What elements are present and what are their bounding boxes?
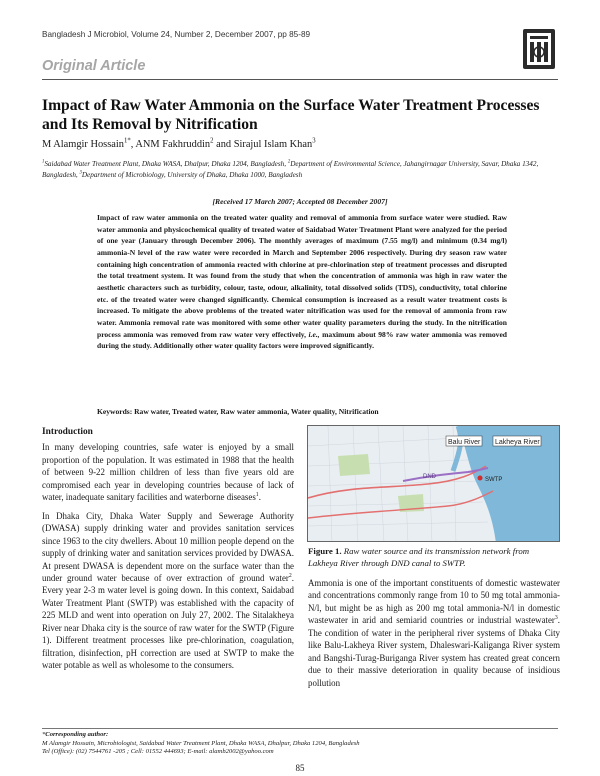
keywords-list: Raw water, Treated water, Raw water ammonia, Water quality, Nitrification — [134, 407, 379, 416]
author-separator: and — [213, 139, 234, 150]
map-illustration — [308, 426, 560, 542]
left-column — [42, 426, 294, 678]
reference-mark[interactable]: 2 — [288, 573, 292, 580]
author-name: ANM Fakhruddin — [135, 139, 211, 150]
author-affiliation-mark: 3 — [312, 137, 316, 145]
affiliation-text: Department of Environmental Science, Jahangirnagar University, Savar, Dhaka 1342, Bangladesh, — [42, 160, 539, 179]
footnote-label: Corresponding author: — [45, 731, 109, 738]
author-name: Sirajul Islam Khan — [233, 139, 313, 150]
page-number: 85 — [295, 763, 305, 773]
affiliation-list — [42, 159, 558, 180]
intro-paragraph-2 — [42, 510, 294, 672]
corresponding-author-footnote — [42, 731, 558, 757]
affiliation-mark: 3 — [79, 170, 82, 176]
reference-mark[interactable]: 3 — [554, 615, 558, 622]
section-heading-introduction: Introduction — [42, 427, 93, 437]
right-paragraph-1-end: . The condition of water in the peripheral river systems of Dhaka City like Balu-Lakheya River system, Dhaleswari-Kaliganga River system and Bangshi-Turag-Buriganga River system has created great concern due to their massive deterioration in quality because of insidious pollution — [308, 615, 560, 688]
paper-title: Impact of Raw Water Ammonia on the Surface Water Treatment Processes and Its Removal by Nitrification — [42, 97, 540, 133]
intro-paragraph-2-text: In Dhaka City, Dhaka Water Supply and Sewerage Authority (DWASA) supply drinking water and provides sanitation services since 1963 to the city dwellers. About 10 million people depend on the supply of drinking water and sanitation services provided by DWASA. At present DWASA is dependent more on the surface water than the under ground water because of over extraction of ground water — [42, 510, 294, 583]
abstract-text: Impact of raw water ammonia on the treated water quality and removal of ammonia from surface water were studied. Raw water ammonia and physicochemical quality of treated water of Saidabad Water Treatment Plant were analyzed for the period of one year (January through December 2006). The monthly averages of maximum (7.55 mg/l) and minimum (0.34 mg/l) ammonia-N level of the raw water were recorded in March and September 2006 respectively. During dry season raw water containing high concentration of ammonia reacted with chlorine at pre-chlorination step of treatment processes and disrupted the total treatment system. It was found from the study that when the concentration of ammonia was high in raw water the aesthetic characters such as turbidity, colour, taste, odour, alkalinity, total dissolved solids (TDS), conductivity, total chlorine etc. of the treated water were changed significantly. Chemical consumption is increased as a result water treatment costs is increased. To mitigate the above problems of the treated water nitrification was used for the removal of ammonia from raw water. Ammonia removal rate was monitored with some other water quality parameters during the study. In the nitrification process ammonia was removed from raw water very effectively, — [97, 213, 507, 339]
map-label-balu: Balu River — [448, 439, 481, 446]
keywords-label: Keywords: — [97, 407, 133, 416]
affiliation-mark: 1 — [42, 159, 45, 165]
footnote-line-1: M Alamgir Hossain, Microbiologist, Saidabad Water Treatment Plant, Dhaka WASA, Dhalpur, Dhaka 1204, Bangladesh — [42, 739, 360, 747]
affiliation-text: Department of Microbiology, University of Dhaka, Dhaka 1000, Bangladesh — [81, 170, 303, 179]
abstract-text-end: maximum about 98% raw water ammonia was removed during the study. Additionally other water quality factors were improved significantly. — [97, 329, 507, 351]
figure-1-map — [307, 425, 560, 542]
footnote-divider — [42, 728, 558, 729]
figure-label: Figure 1. — [308, 546, 342, 556]
author-affiliation-mark: 2 — [210, 137, 214, 145]
figure-caption-text: Raw water source and its transmission network from Lakheya River through DND canal to SWTP. — [308, 546, 530, 568]
map-swtp-marker — [478, 476, 483, 481]
received-accepted-dates: [Received 17 March 2007; Accepted 08 December 2007] — [212, 197, 388, 206]
header-divider — [42, 79, 558, 80]
intro-paragraph-2-end: . Every year 2-3 m water level is going down. In this context, Saidabad Water Treatment Plant (SWTP) was established with the capacity of 225 MLD and went into operation on July 27, 2002. The Sitalakheya River near Dhaka city is the source of raw water for the SWTP (Figure 1). Different treatment processes like pre-chlorination, coagulation, filtration, disinfection, pH correction are used at SWTP to make the water potable as well as wholesome to the consumers. — [42, 572, 294, 671]
affiliation-text: Saidabad Water Treatment Plant, Dhaka WASA, Dhalpur, Dhaka 1204, Bangladesh, — [44, 160, 288, 168]
map-park-area — [338, 454, 370, 476]
abstract-ie: i.e., — [308, 329, 320, 339]
right-paragraph-1-text: Ammonia is one of the important constituents of domestic wastewater and concentrations commonly range from 10 to 50 mg total ammonia-N/l, but might be as high as 200 mg total ammonia-N/l in domestic wastewater in arid and semiarid countries or industrial wastewater — [308, 578, 560, 626]
abstract — [97, 212, 507, 352]
right-paragraph-1 — [308, 577, 560, 689]
map-label-swtp: SWTP — [485, 477, 503, 483]
affiliation-mark: 2 — [287, 159, 291, 165]
author-separator: , — [130, 139, 136, 150]
keywords — [97, 407, 379, 416]
author-name: M Alamgir Hossain — [42, 139, 124, 150]
article-type-label: Original Article — [42, 58, 146, 74]
intro-paragraph-1-text: In many developing countries, safe water is enjoyed by a small proportion of the population. It was estimated in 1988 that the health of between 9-22 million children of less than five years old are compromised each year in developing countries because of lack of water, inadequate sanitary facilities and waterborne diseases — [42, 442, 294, 503]
right-column — [308, 577, 560, 689]
author-affiliation-mark: 1* — [123, 137, 131, 145]
intro-paragraph-1-end: . — [258, 492, 261, 503]
journal-logo-icon — [519, 26, 559, 72]
footnote-line-2: Tel (Office): (02) 7544761 -205 ; Cell: 01552 444693; E-mail: alamb2002@yahoo.com — [42, 748, 274, 756]
footnote-asterisk: * — [42, 731, 46, 738]
map-label-lakheya: Lakheya River — [495, 439, 540, 446]
author-list — [42, 139, 316, 150]
figure-1-caption — [308, 545, 560, 569]
journal-citation-line: Bangladesh J Microbiol, Volume 24, Number 2, December 2007, pp 85-89 — [42, 30, 311, 39]
reference-mark[interactable]: 1 — [255, 492, 259, 499]
intro-paragraph-1 — [42, 441, 294, 503]
map-label-dnd: DND — [423, 474, 436, 480]
